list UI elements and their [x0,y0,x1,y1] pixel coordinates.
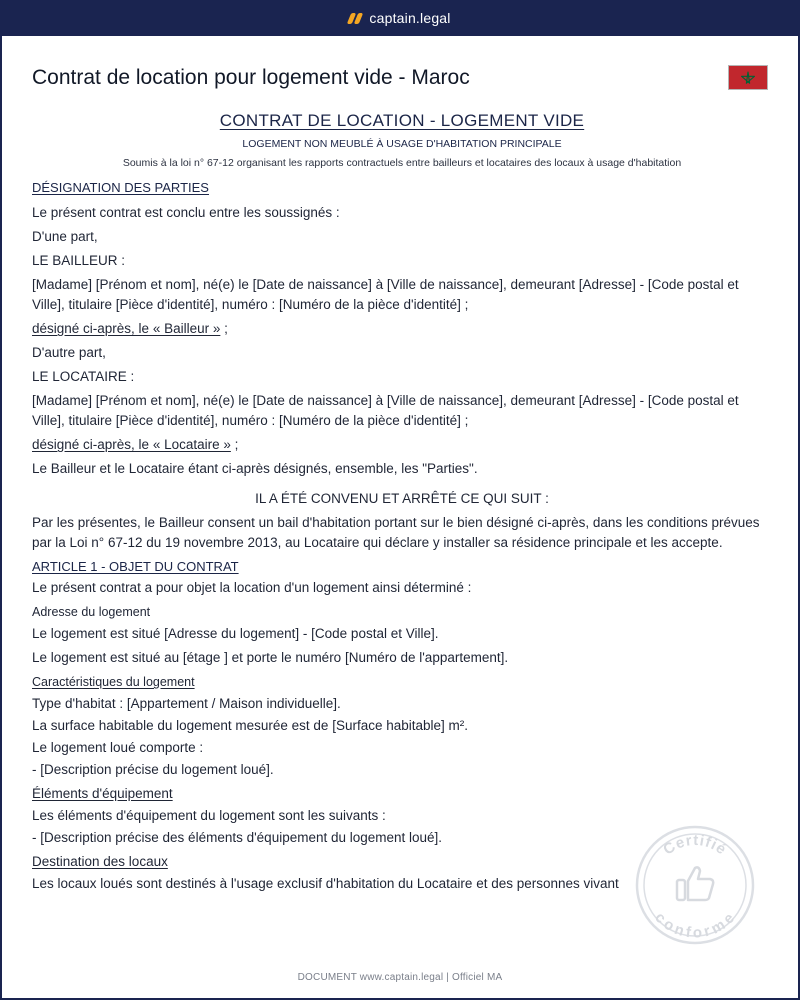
equipements-intro: Les éléments d'équipement du logement sont les suivants : [32,808,386,823]
logement-comporte: Le logement loué comporte : [32,740,204,755]
morocco-flag-icon [728,65,768,90]
preamble: Par les présentes, le Bailleur consent un bail d'habitation portant sur le bien désigné ci-après, dans les conditions prévues par la Loi n° 67-12 du 19 novembre 2013, au Locataire qui déclare y installer sa résidence principale et les accepte. [32,515,760,550]
convenu-heading: IL A ÉTÉ CONVENU ET ARRÊTÉ CE QUI SUIT : [255,491,549,506]
top-bar [0,0,800,36]
caracteristiques-heading: Caractéristiques du logement [32,675,195,689]
contract-body [32,111,772,898]
logement-description: - [Description précise du logement loué]. [32,762,274,777]
first-part: D'une part, [32,229,98,244]
locataire-label: LE LOCATAIRE : [32,369,135,384]
locataire-designation: désigné ci-après, le « Locataire » [32,437,231,452]
second-part: D'autre part, [32,345,106,360]
contract-subtitle: LOGEMENT NON MEUBLÉ À USAGE D'HABITATION PRINCIPALE [242,138,562,150]
habitat-type: Type d'habitat : [Appartement / Maison individuelle]. [32,696,341,711]
semicolon: ; [230,437,239,452]
surface: La surface habitable du logement mesurée est de [Surface habitable] m². [32,718,469,733]
page-title: Contrat de location pour logement vide - Maroc [32,66,470,89]
document-page [2,36,798,998]
equipements-description: - [Description précise des éléments d'équipement du logement loué]. [32,830,443,845]
bailleur-designation-line [32,319,772,339]
parties-intro: Le présent contrat est conclu entre les soussignés : [32,205,340,220]
address-heading: Adresse du logement [32,605,151,619]
stamp-top-text: Certifié [660,831,731,859]
destination-text: Les locaux loués sont destinés à l'usage exclusif d'habitation du Locataire et des personnes vivant [32,876,619,891]
parties-together: Le Bailleur et le Locataire étant ci-après désignés, ensemble, les "Parties". [32,461,478,476]
bailleur-designation: désigné ci-après, le « Bailleur » [32,321,221,336]
equipements-heading: Éléments d'équipement [32,786,173,801]
bailleur-label: LE BAILLEUR : [32,253,126,268]
destination-heading: Destination des locaux [32,854,168,869]
bailleur-details: [Madame] [Prénom et nom], né(e) le [Date de naissance] à [Ville de naissance], demeurant [Adresse] - [Code postal et Ville], titulaire [Pièce d'identité], numéro : [Numéro de la pièce d'identité] ; [32,277,739,312]
semicolon: ; [220,321,228,336]
contract-title: CONTRAT DE LOCATION - LOGEMENT VIDE [219,111,585,130]
document-footer: DOCUMENT www.captain.legal | Officiel MA [297,972,503,983]
article1-intro: Le présent contrat a pour objet la location d'un logement ainsi déterminé : [32,580,472,595]
locataire-designation-line [32,435,772,455]
certified-stamp [634,824,756,946]
brand-name[interactable]: captain.legal [369,10,451,26]
locataire-details: [Madame] [Prénom et nom], né(e) le [Date de naissance] à [Ville de naissance], demeurant [Adresse] - [Code postal et Ville], titulaire [Pièce d'identité], numéro : [Numéro de la pièce d'identité] ; [32,393,739,428]
captain-legal-logo-icon [349,13,361,24]
svg-text:conforme [651,909,738,941]
thumbs-up-icon [677,867,713,900]
address-line-2: Le logement est situé au [étage ] et porte le numéro [Numéro de l'appartement]. [32,650,509,665]
svg-text:Certifié [660,832,730,859]
section-heading-parties: DÉSIGNATION DES PARTIES [32,180,209,195]
stamp-bottom-text: conforme [651,909,739,942]
address-line-1: Le logement est situé [Adresse du logement] - [Code postal et Ville]. [32,626,439,641]
contract-law-reference: Soumis à la loi n° 67-12 organisant les rapports contractuels entre bailleurs et locataires des locaux à usage d'habitation [122,157,682,169]
section-heading-article-1: ARTICLE 1 - OBJET DU CONTRAT [32,559,239,574]
